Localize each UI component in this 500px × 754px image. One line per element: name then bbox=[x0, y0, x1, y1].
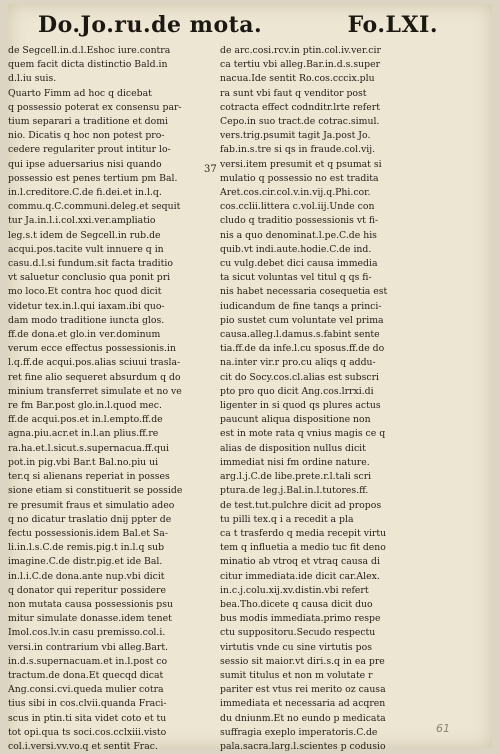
text-line: q donator qui reperitur possidere bbox=[8, 584, 166, 596]
text-line: quem facit dicta distinctio Bald.in bbox=[8, 59, 168, 71]
text-line: imagine.C.de distr.pig.et ide Bal. bbox=[8, 556, 163, 568]
text-line: qui ipse aduersarius nisi quando bbox=[8, 158, 162, 170]
text-line: pot.in pig.vbi Bar.t Bal.no.piu ui bbox=[8, 456, 159, 468]
text-line: ter.q si alienans reperiat in posses bbox=[8, 471, 170, 483]
text-line: casu.d.l.si fundum.sit facta traditio bbox=[8, 258, 173, 270]
text-line: fectu possessionis.idem Bal.et Sa- bbox=[8, 527, 168, 539]
text-line: pala.sacra.larg.l.scientes p codusio bbox=[220, 740, 386, 752]
text-line: non mutata causa possessionis psu bbox=[8, 598, 173, 610]
text-line: du dniunm.Et no eundo p medicata bbox=[220, 712, 386, 724]
paragraph-marker: 37 bbox=[204, 164, 217, 175]
text-line: tem q influetia a medio tuc fit deno bbox=[220, 542, 386, 554]
text-line: scus in ptin.ti sita videt coto et tu bbox=[8, 712, 167, 724]
text-line: bea.Tho.dicete q causa dicit duo bbox=[220, 598, 373, 610]
text-line: alias de disposition nullus dicit bbox=[220, 442, 366, 454]
text-line: ra.ha.et.l.sicut.s.supernacua.ff.qui bbox=[8, 442, 169, 454]
folio-number: Fo.LXI. bbox=[347, 12, 438, 38]
pencil-page-note: 61 bbox=[436, 722, 450, 735]
text-line: Quarto Fimm ad hoc q dicebat bbox=[8, 87, 152, 99]
text-line: nacua.Ide sentit Ro.cos.cccix.plu bbox=[220, 73, 375, 85]
text-line: leg.s.t idem de Segcell.in rub.de bbox=[8, 229, 161, 241]
text-line: Imol.cos.lv.in casu premisso.col.i. bbox=[8, 627, 166, 639]
text-line: de arc.cosi.rcv.in ptin.col.iv.ver.cir bbox=[220, 45, 381, 56]
text-line: bus modis immediata.primo respe bbox=[220, 613, 381, 625]
text-line: quib.vt indi.aute.hodie.C.de ind. bbox=[220, 243, 372, 255]
text-line: tu pilli tex.q i a recedit a pla bbox=[220, 513, 354, 525]
text-line: agna.piu.acr.et in.l.an plius.ff.re bbox=[8, 428, 159, 440]
text-line: q possessio poterat ex consensu par- bbox=[8, 101, 182, 113]
text-line: in.c.j.colu.xij.xv.distin.vbi refert bbox=[220, 584, 369, 596]
text-line: mulatio q possessio no est tradita bbox=[220, 172, 379, 184]
text-line: cotracta effect codnditr.lrte refert bbox=[220, 101, 380, 113]
text-line: vt saluetur conclusio qua ponit pri bbox=[8, 272, 171, 284]
text-line: col.i.versi.vv.vo.q et sentit Frac. bbox=[8, 740, 158, 752]
text-line: ca tertiu vbi alleg.Bar.in.d.s.super bbox=[220, 59, 381, 71]
right-column bbox=[220, 44, 420, 752]
text-line: arg.l.j.C.de libe.prete.r.l.tali scri bbox=[220, 471, 372, 483]
text-line: ra sunt vbi faut q venditor post bbox=[220, 87, 367, 99]
text-line: mitur simulate donasse.idem tenet bbox=[8, 613, 172, 625]
text-line: in.l.i.C.de dona.ante nup.vbi dicit bbox=[8, 570, 165, 582]
text-line: in.l.creditore.C.de fi.dei.et in.l.q. bbox=[8, 187, 162, 199]
text-line: cedere regulariter prout intitur lo- bbox=[8, 144, 171, 156]
page-header bbox=[38, 10, 458, 42]
text-line: vers.trig.psumit tagit Ja.post Jo. bbox=[220, 130, 371, 142]
text-line: ff.de acqui.pos.et in.l.empto.ff.de bbox=[8, 414, 163, 426]
text-line: videtur tex.in.l.qui iaxam.ibi quo- bbox=[8, 300, 165, 312]
text-line: sumit titulus et non m volutate r bbox=[220, 669, 373, 681]
text-line: est in mote rata q vnius magis ce q bbox=[220, 428, 386, 440]
text-line: pto pro quo dicit Ang.cos.lrrxi.di bbox=[220, 385, 374, 397]
left-column bbox=[8, 44, 200, 752]
text-line: virtutis vnde cu sine virtutis pos bbox=[220, 641, 372, 653]
text-line: in.d.s.supernacuam.et in.l.post co bbox=[8, 655, 168, 667]
text-line: ff.de dona.et glo.in ver.dominum bbox=[8, 329, 161, 341]
text-line: sione etiam si constituerit se posside bbox=[8, 485, 183, 497]
text-line: verum ecce effectus possessionis.in bbox=[8, 343, 176, 355]
text-line: tractum.de dona.Et quecqd dicat bbox=[8, 669, 164, 681]
text-line: pariter est vtus rei merito oz causa bbox=[220, 684, 386, 696]
text-line: ret fine alio sequeret absurdum q do bbox=[8, 371, 181, 383]
text-line: versi.item presumit et q psumat si bbox=[220, 158, 382, 170]
text-line: possessio est penes tertium pm Bal. bbox=[8, 172, 178, 184]
text-line: ca t trasferdo q media recepit virtu bbox=[220, 527, 387, 539]
text-line: tot opi.qua ts soci.cos.cclxiii.visto bbox=[8, 726, 167, 738]
text-line: fab.in.s.tre si qs in fraude.col.vij. bbox=[220, 144, 376, 156]
text-line: ligenter in si quod qs plures actus bbox=[220, 400, 381, 412]
text-line: na.inter vir.r pro.cu aliqs q addu- bbox=[220, 357, 376, 369]
text-line: dam modo traditione iuncta glos. bbox=[8, 314, 165, 326]
text-line: paucunt aliqua dispositione non bbox=[220, 414, 371, 426]
text-line: de test.tut.pulchre dicit ad propos bbox=[220, 499, 382, 511]
text-line: tius sibi in cos.clvii.quanda Fraci- bbox=[8, 698, 167, 710]
text-line: Cepo.in suo tract.de cotrac.simul. bbox=[220, 116, 380, 128]
text-line: q no dicatur traslatio dnij ppter de bbox=[8, 513, 172, 525]
text-line: citur immediata.ide dicit car.Alex. bbox=[220, 570, 380, 582]
text-line: acqui.pos.tacite vult innuere q in bbox=[8, 243, 164, 255]
text-line: nio. Dicatis q hoc non potest pro- bbox=[8, 130, 165, 142]
text-line: immediata et necessaria ad acqren bbox=[220, 698, 386, 710]
text-line: tur Ja.in.l.i.col.xxi.ver.ampliatio bbox=[8, 215, 156, 227]
text-line: li.in.l.s.C.de remis.pig.t in.l.q sub bbox=[8, 542, 165, 554]
text-line: suffragia exeplo imperatoris.C.de bbox=[220, 726, 378, 738]
text-line: minium transferret simulate et no ve bbox=[8, 385, 182, 397]
text-line: cit do Socy.cos.cl.alias est subscri bbox=[220, 371, 380, 383]
text-line: Aret.cos.cir.col.v.in.vij.q.Phi.cor. bbox=[220, 187, 371, 199]
text-line: cu vulg.debet dici causa immedia bbox=[220, 258, 378, 270]
text-line: causa.alleg.l.damus.s.fabint sente bbox=[220, 329, 380, 341]
text-line: re fm Bar.post glo.in.l.quod mec. bbox=[8, 400, 162, 412]
manuscript-page bbox=[8, 4, 492, 752]
text-line: minatio ab vtroq et vtraq causa di bbox=[220, 556, 380, 568]
text-line: nis habet necessaria cosequetia est bbox=[220, 286, 388, 298]
text-line: versi.in contrarium vbi alleg.Bart. bbox=[8, 641, 169, 653]
text-line: tia.ff.de da infe.l.cu sposus.ff.de do bbox=[220, 343, 385, 355]
text-line: sessio sit maior.vt diri.s.q in ea pre bbox=[220, 655, 385, 667]
running-head: Do.Jo.ru.de mota. bbox=[38, 12, 263, 38]
text-line: nis a quo denominat.l.pe.C.de his bbox=[220, 229, 377, 241]
text-line: mo loco.Et contra hoc quod dicit bbox=[8, 286, 162, 298]
text-line: ta sicut voluntas vel titul q qs fi- bbox=[220, 272, 372, 284]
text-line: pio sustet cum voluntate vel prima bbox=[220, 314, 384, 326]
text-line: d.l.iu suis. bbox=[8, 73, 57, 85]
text-line: l.q.ff.de acqui.pos.alias sciuui trasla- bbox=[8, 357, 181, 369]
text-line: iudicandum de fine tanqs a princi- bbox=[220, 300, 382, 312]
text-line: de Segcell.in.d.l.Eshoc iure.contra bbox=[8, 45, 171, 56]
text-line: tium separari a traditione et domi bbox=[8, 116, 169, 128]
text-line: cludo q traditio possessionis vt fi- bbox=[220, 215, 379, 227]
text-line: immediat nisi fm ordine nature. bbox=[220, 456, 370, 468]
text-line: commu.q.C.communi.deleg.et sequit bbox=[8, 201, 181, 213]
text-line: re presumit fraus et simulatio adeo bbox=[8, 499, 175, 511]
text-line: ctu suppositoru.Secudo respectu bbox=[220, 627, 376, 639]
text-line: Ang.consi.cvi.queda mulier cotra bbox=[8, 684, 164, 696]
text-line: cos.cclii.littera c.vol.iij.Unde con bbox=[220, 201, 375, 213]
text-line: ptura.de leg.j.Bal.in.l.tutores.ff. bbox=[220, 485, 369, 497]
